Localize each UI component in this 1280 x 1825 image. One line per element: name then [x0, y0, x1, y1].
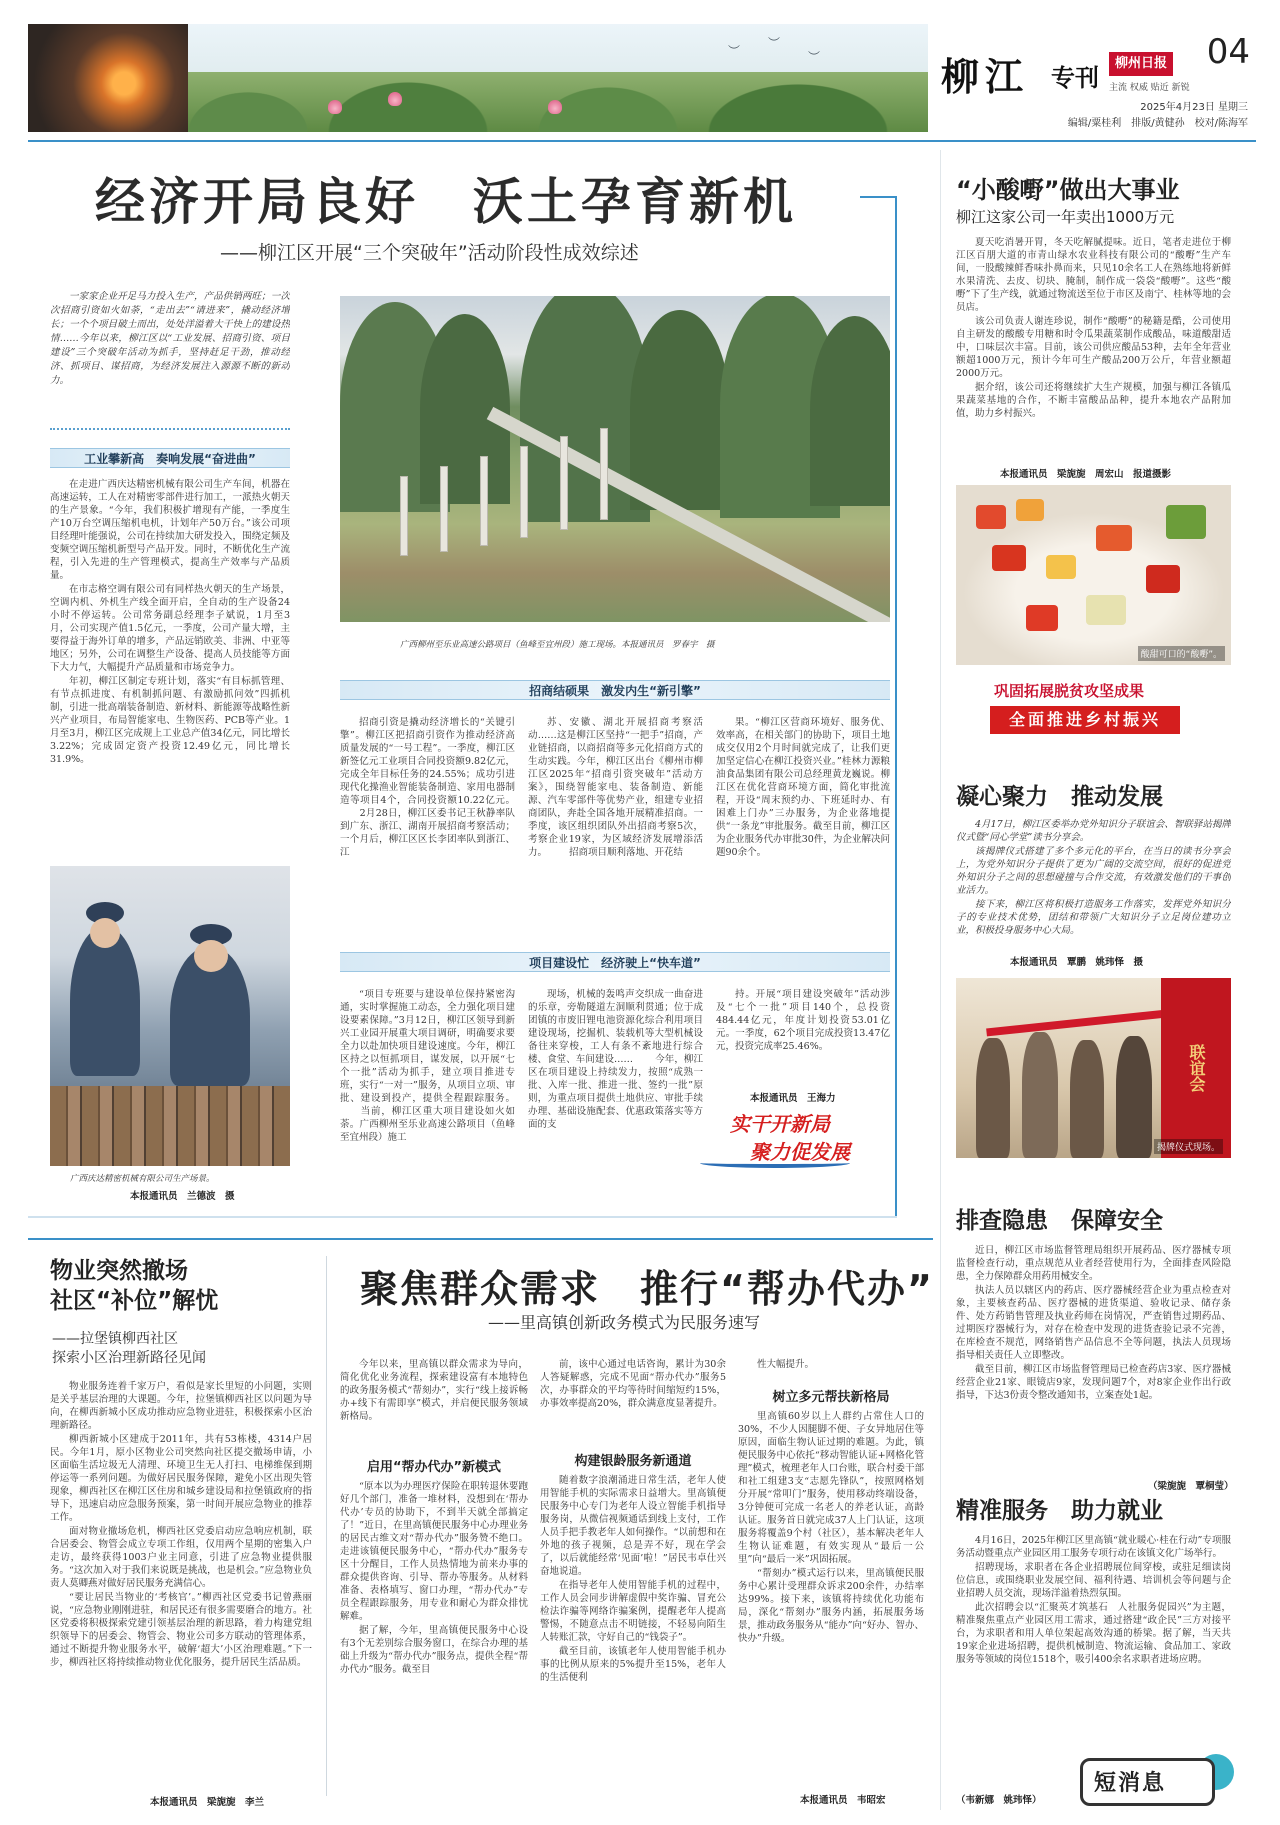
newspaper-logo: 柳州日报	[1109, 52, 1173, 76]
projects-text-col-1: “项目专班要与建设单位保持紧密沟通，实时掌握施工动态，全力强化项目建设要素保障。”3月12日，柳江区领导到新兴工业园开展重大项目调研，明确要求要全力以赴加快项目建设速度。今年，柳江区持之以恒抓项目，谋发展，以开展“七个一批”活动为抓手，建立项目推进专班，实行“一对一”服务，从项目立项、审批、建设到投产，提供全程跟踪服务。 当前，柳江区重大项目建设如火如荼。广西柳州至乐业高速公路项目（鱼峰至宜州段）施工	[340, 989, 515, 1143]
property-article-title: 物业突然撤场 社区“补位”解忧	[50, 1258, 219, 1314]
article-lead: 一家家企业开足马力投入生产，产品供销两旺；一次次招商引资如火如荼，“走出去”“请进来”，撬动经济增长；一个个项目破土而出，处处洋溢着大干快上的建设热情……今年以来，柳江区以“工业发展、招商引资、项目建设”三个突破年活动为抓手，坚持赶足干劲，推动经济、抓项目、谋招商，为经济发展注入源源不断的新动力。	[50, 291, 290, 386]
frame-rule	[895, 196, 897, 1216]
bird-icon: ︶	[728, 44, 741, 58]
service-col-2-body: 随着数字浪潮涌进日常生活，老年人使用智能手机的实际需求日益增大。里高镇便民服务中心专门为老年人设立智能手机指导服务岗，从微信视频通话到线上支付，工作人员手把手教老年人如何操作。“以前想和在外地的孩子视频，总是弄不好，现在学会了，以后就能经常‘见面’啦！”居民韦卓仕兴奋地说道。 在指导老年人使用智能手机的过程中，工作人员会同步讲解虚假中奖诈骗、冒充公检法诈骗等网络诈骗案例，提醒老年人提高警惕，不随意点击不明链接，不轻易向陌生人转账汇款，守好自己的“钱袋子”。 截至目前，该镇老年人使用智能手机办事的比例从原来的5%提升至15%，老年人的生活便利	[540, 1475, 726, 1683]
welding-spark-image	[28, 24, 188, 132]
bird-icon: ︶	[768, 36, 781, 50]
bird-icon: ︶	[808, 50, 821, 64]
lotus-icon	[388, 92, 402, 106]
issue-date: 2025年4月23日 星期三	[1140, 102, 1248, 113]
property-article-text: 物业服务连着千家万户，看似是家长里短的小问题，实则是关乎基层治理的大课题。今年，拉堡镇柳西社区以问题为导向，在柳西新城小区成功推动应急物业进驻，积极探索小区治理新路径。 柳西新城小区建成于2011年，共有53栋楼，4314户居民。今年1月，原小区物业公司突然向社区提交撤场申请，小区面临生活垃圾无人清理、环境卫生无人打扫、电梯维保到期停运等一系列问题。为做好居民服务保障，避免小区出现失管现象，柳西社区在柳江区住房和城乡建设局和拉堡镇政府的指导下，迅速启动应急服务预案，第一时间开展应急物业的推荐工作。 面对物业撤场危机，柳西社区党委启动应急响应机制，联合居委会、物管会成立专项工作组，仅用两个星期的密集入户走访，最终获得1003户业主同意，引进了应急物业提供服务。“这次加入对于我们来说既是挑战，也是机会。”应急物业负责人莫卿燕对做好居民服务充满信心。 “要让居民当物业的‘考核官’。”柳西社区党委书记曾燕丽说，“应急物业刚刚进驻，和居民还有很多需要磨合的地方。社区党委将积极探索党建引领基层治理的新思路，着力构建党组织领导下的居委会、物管会、物业公司多方联动的管理体系，通过不断提升物业服务水平，破解‘超大’小区治理难题。”下一步，柳西社区将持续推动物业优化服务，提升居民生活品质。	[50, 1381, 312, 1668]
slogan-badge: 实干开新局 聚力促发展	[690, 1106, 870, 1176]
safety-article-title: 排查隐患 保障安全	[956, 1208, 1163, 1234]
frame-rule	[860, 196, 897, 198]
masthead	[28, 24, 1256, 132]
service-col-1-body: “原本以为办理医疗保险在职转退休要跑好几个部门，准备一堆材料，没想到在‘帮办代办’专员的协助下，不到半天就全部搞定了！”近日，在里高镇便民服务中心办理业务的居民古维文对“帮办代办”服务赞不绝口。走进该镇便民服务中心，“帮办代办”服务专区十分醒目，工作人员热情地为前来办事的群众提供咨询、引导、帮办等服务。从材料准备、表格填写、窗口办理，“帮办代办”专员全程跟踪服务，用专业和耐心为群众排忧解难。 据了解，今年，里高镇便民服务中心设有3个无差别综合服务窗口，在综合办理的基础上升级为“帮办代办”服务点，提供全程“帮办代办”服务。截至目	[340, 1481, 528, 1675]
service-col-3-intro: 性大幅提升。	[757, 1359, 815, 1370]
editor-credits: 编辑/粟桂利 排版/黄健孙 校对/陈海军	[1067, 118, 1248, 129]
industry-section-text: 在走进广西庆达精密机械有限公司生产车间，机器在高速运转，工人在对精密零部件进行加工，一派热火朝天的生产景象。“今年，我们积极扩增现有产能，一季度生产10万台空调压缩机电机，计划年产50万台。”该公司项目经理叶能强说，公司在持续加大研发投入，围绕定频及变频空调压缩机新型号产品开发。同时，不断优化生产流程，引入先进的生产管理模式，提高生产效率与产品质量。 在市志格空调有限公司有同样热火朝天的生产场景，空调内机、外机生产线全面开启，全自动的生产设备24小时不停运转。公司常务副总经理李子斌说，1月至3月，公司实现产值1.5亿元，一季度，公司产量大增，主要得益于海外订单的增多，产品远销欧美、非洲、中亚等地区；另外，公司在调整生产设备、提高人员技能等方面下大力气，大幅提升产品质量和市场竞争力。 年初，柳江区制定专班计划，落实“有目标抓管理、有节点抓进度、有机制抓问题、有激励抓问效”四抓机制，引进一批高端装备制造、新材料、新能源等战略性新兴产业项目，布局智能家电、生物医药、PCB等产业。1月至3月，柳江区完成规上工业总产值34亿元，同比增长3.22%；完成固定资产投资12.49亿元，同比增长31.9%。	[50, 479, 290, 765]
property-article-byline: 本报通讯员 梁旎旎 李兰	[150, 1797, 265, 1808]
subheading-senior-service: 构建银龄服务新通道	[574, 1454, 692, 1469]
projects-text-col-3: 持。开展“项目建设突破年”活动涉及“七个一批”项目140个，总投资484.44亿元，年度计划投资53.01亿元。一季度，62个项目完成投资13.47亿元，投资完成率25.46%。	[716, 989, 890, 1052]
investment-text-col-3: 果。“柳江区营商环境好、服务优、效率高，在相关部门的协助下，项目土地成交仅用2个月时间就完成了，让我们更加坚定信心在柳江投资兴业。”桂林力源粮油食品集团有限公司总经理黄龙巍说。柳江区在优化营商环境方面，简化审批流程，开设“周末预约办、下班延时办、有困难上门办”三办服务，为企业落地提供“一条龙”审批服务。截至目前，柳江区为企业服务代办审批30件，为企业解决问题90余个。	[716, 717, 890, 858]
masthead-banner-image	[28, 24, 928, 132]
main-subheadline: ——柳江区开展“三个突破年”活动阶段性成效综述	[220, 242, 639, 264]
newspaper-slogan: 主流 权威 贴近 新锐	[1109, 83, 1190, 93]
employment-article-text: 4月16日，2025年柳江区里高镇“就业暖心·桂在行动”专项服务活动暨重点产业园区用工服务专项行动在该镇文化广场举行。 招聘现场，求职者在各企业招聘展位间穿梭，或驻足细读岗位信息，或围绕职业发展空间、福利待遇、培训机会等问题与企业招聘人员交流，现场洋溢着热烈氛围。 此次招聘会以“汇聚英才筑基石 人社服务促园兴”为主题，精准聚焦重点产业园区用工需求，通过搭建“政企民”三方对接平台，为求职者和用人单位架起高效沟通的桥梁。据了解，当天共19家企业进场招聘，提供机械制造、物流运输、食品加工、家政服务等领域的岗位1518个，吸引400余名求职者进场应聘。	[956, 1535, 1231, 1665]
projects-byline: 本报通讯员 王海力	[750, 1093, 836, 1104]
brand-block	[933, 32, 1256, 132]
union-article-text: 4月17日，柳江区委举办党外知识分子联谊会、智联驿站揭牌仪式暨“同心学堂”读书分享会。 该揭牌仪式搭建了多个多元化的平台，在当日的读书分享会上，为党外知识分子提供了更为广阔的交流空间，很好的促进党外知识分子之间的思想碰撞与合作交流，有效激发他们的干事创业活力。 接下来，柳江区将积极打造服务工作落实，发挥党外知识分子的专业技术优势，团结和带领广大知识分子立足岗位建功立业，积极投身服务中心大局。	[956, 819, 1231, 936]
column-divider	[326, 1256, 327, 1796]
pickled-fruit-photo: 酸甜可口的“酸嘢”。	[956, 485, 1231, 665]
section-heading-projects: 项目建设忙 经济驶上“快车道”	[340, 952, 890, 972]
safety-article-byline: （梁旎旎 覃桐莹）	[1148, 1481, 1234, 1492]
lotus-icon	[328, 100, 342, 114]
right-column-divider	[940, 150, 941, 1810]
union-article-byline: 本报通讯员 覃鹏 姚玮怿 摄	[1010, 957, 1144, 968]
rural-revitalization-banner: 巩固拓展脱贫攻坚成果 全面推进乡村振兴	[980, 678, 1205, 742]
ribbon-cutting-photo: 联谊会 揭牌仪式现场。	[956, 978, 1231, 1158]
factory-photo-byline: 本报通讯员 兰德波 摄	[130, 1191, 235, 1202]
header-rule	[28, 140, 1256, 142]
service-article-subheadline: ——里高镇创新政务模式为民服务速写	[488, 1313, 761, 1332]
main-headline: 经济开局良好 沃土孕育新机	[95, 172, 797, 231]
section-heading-industry: 工业攀新高 奏响发展“奋进曲”	[50, 448, 290, 468]
service-col-3-body: 里高镇60岁以上人群约占常住人口的30%，不少人因腿脚不便、子女异地居住等原因，面临生物认证过期的难题。为此，镇便民服务中心依托“移动智能认证+网格化管理”模式，梳理老年人口台账，联合村委干部和社工组建3支“志愿先锋队”，按照网格划分开展“常叩门”服务，使用移动终端设备，3分钟便可完成一名老人的养老认证，高龄认证。服务首日就完成37人上门认证，这项服务将覆盖9个村（社区），基本解决老年人生物认证难题，有效实现从“最后一公里”向“最后一米”巩固拓展。 “帮刻办”模式运行以来，里高镇便民服务中心累计受理群众诉求200余件，办结率达99%。接下来，该镇将持续优化功能布局，深化“帮刻办”服务内涵，拓展服务场景，推动政务服务从“能办”向“好办、智办、快办”升级。	[738, 1411, 924, 1644]
factory-photo-caption: 广西庆达精密机械有限公司生产场景。	[70, 1174, 215, 1184]
service-col-1-intro: 今年以来，里高镇以群众需求为导向，简化优化业务流程，探索建设富有本地特色的政务服务模式“帮刻办”，实行“线上接诉畅办+线下有需即享”模式，并启便民服务领域新格局。	[340, 1359, 528, 1422]
employment-article-byline: （韦新娜 姚玮怿）	[956, 1795, 1042, 1806]
projects-text-col-2: 现场，机械的轰鸣声交织成一曲奋进的乐章，旁勒隧道左洞顺利贯通；位于成团镇的市废旧锂电池资源化综合利用项目建设现场，挖掘机、装载机等大型机械设备往来穿梭，工人有条不紊地进行综合楼、食堂、车间建设…… 今年，柳江区在项目建设上持续发力，按照“成熟一批、入库一批、推进一批、签约一批”原则，为重点项目提供土地供应、审批手续办理、基础设施配套、优惠政策落实等方面的支	[528, 989, 703, 1130]
pickle-article-text: 夏天吃消暑开胃，冬天吃解腻提味。近日，笔者走进位于柳江区百朋大道的市青山绿水农业科技有限公司的“酸嘢”生产车间，一股酸辣鲜香味扑鼻而来，只见10余名工人在熟练地将新鲜水果清洗、去皮、切块、腌制，制作成一袋袋“酸嘢”。这些“酸嘢”下了生产线，就通过物流送至位于市区及南宁、桂林等地的会员店。 该公司负责人谢连珍说，制作“酸嘢”的秘籍是酷，公司使用自主研发的酸酸专用糖和时令瓜果蔬菜制作成酸品，味道酸甜适中，口味层次丰富。目前，该公司供应酸品53种，去年全年营业额超1000万元，预计今年可生产酸品200万公斤，年营业额超2000万元。 据介绍，该公司还将继续扩大生产规模，加强与柳江各镇瓜果蔬菜基地的合作，不断丰富酸品品种，提升本地农产品附加值，助力乡村振兴。	[956, 237, 1231, 419]
dotted-divider	[50, 428, 290, 430]
brand-title: 柳江	[941, 54, 1030, 99]
investment-text-col-1: 招商引资是撬动经济增长的“关键引擎”。柳江区把招商引资作为推动经济高质量发展的“一号工程”。一季度，柳江区新签亿元工业项目合同投资额9.82亿元，完成全年目标任务的24.55%；成功引进现代化操渔业智能装备制造、家用电器制造等项目4个，合同投资额10.22亿元。 2月28日，柳江区委书记王秋静率队到广东、浙江、湖南开展招商考察活动；一个月后，柳江区区长李团率队到浙江、江	[340, 717, 515, 858]
investment-text-col-2: 苏、安徽、湖北开展招商考察活动……这是柳江区坚持“一把手”招商，产业链招商，以商招商等多元化招商方式的生动实践。今年，柳江区出台《柳州市柳江区2025年“招商引资突破年”活动方案》，围绕智能家电、装备制造、新能源、汽车零部件等优势产业，组建专业招商团队，奔赴全国各地开展精准招商。一季度，该区组织团队外出招商考察5次，考察企业19家，为区域经济发展增添活力。 招商项目顺利落地、开花结	[528, 717, 703, 858]
property-article-subtitle: ——拉堡镇柳西社区 探索小区治理新路径见闻	[52, 1331, 206, 1366]
short-news-badge: 短消息	[1080, 1754, 1235, 1810]
highway-construction-photo	[340, 296, 890, 622]
pickle-article-byline: 本报通讯员 梁旎旎 周宏山 报道摄影	[1000, 469, 1172, 480]
frame-rule	[28, 1216, 897, 1218]
pickle-article-title: “小酸嘢”做出大事业	[956, 176, 1180, 204]
employment-article-title: 精准服务 助力就业	[956, 1498, 1163, 1524]
factory-photo	[50, 866, 290, 1166]
subheading-multi-support: 树立多元帮扶新格局	[772, 1390, 890, 1405]
service-col-2-intro: 前，该中心通过电话咨询，累计为30余人答疑解惑，完成不见面“帮办代办”服务5次，办事群众的平均等待时间缩短约15%，办事效率提高20%，群众满意度显著提升。	[540, 1359, 726, 1409]
service-article-headline: 聚焦群众需求 推行“帮办代办”	[360, 1267, 934, 1311]
safety-article-text: 近日，柳江区市场监督管理局组织开展药品、医疗器械专项监督检查行动，重点规范从业者经营使用行为，全面排查风险隐患，全力保障群众用药用械安全。 执法人员以辖区内的药店、医疗器械经营企业为重点检查对象，主要核查药品、医疗器械的进货渠道、验收记录、储存条件、处方药销售管理及执业药师在岗情况，严查销售过期药品、过期医疗器械行为，对存在检查中发现的进货查验记录不完善，在库检查不规范，网络销售产品信息不全等问题，执法人员现场指导相关责任人立即整改。 截至目前，柳江区市场监督管理局已检查药店3家、医疗器械经营企业21家、眼镜店9家，发现问题7个，对8家企业作出行政指导，下达3份责令整改通知书，立案查处1起。	[956, 1245, 1231, 1401]
service-article-byline: 本报通讯员 韦昭宏	[800, 1795, 886, 1806]
page-number: 04	[1206, 32, 1250, 72]
subheading-helper-mode: 启用“帮办代办”新模式	[366, 1460, 502, 1475]
pickle-article-subtitle: 柳江这家公司一年卖出1000万元	[956, 208, 1175, 226]
section-heading-investment: 招商结硕果 激发内生“新引擎”	[340, 680, 890, 700]
brand-subtitle: 专刊	[1051, 63, 1099, 92]
lotus-icon	[548, 100, 562, 114]
union-article-title: 凝心聚力 推动发展	[956, 784, 1163, 810]
highway-photo-caption: 广西柳州至乐业高速公路项目（鱼峰至宜州段）施工现场。本报通讯员 罗春宇 摄	[400, 640, 715, 650]
bottom-section-rule	[28, 1238, 933, 1240]
